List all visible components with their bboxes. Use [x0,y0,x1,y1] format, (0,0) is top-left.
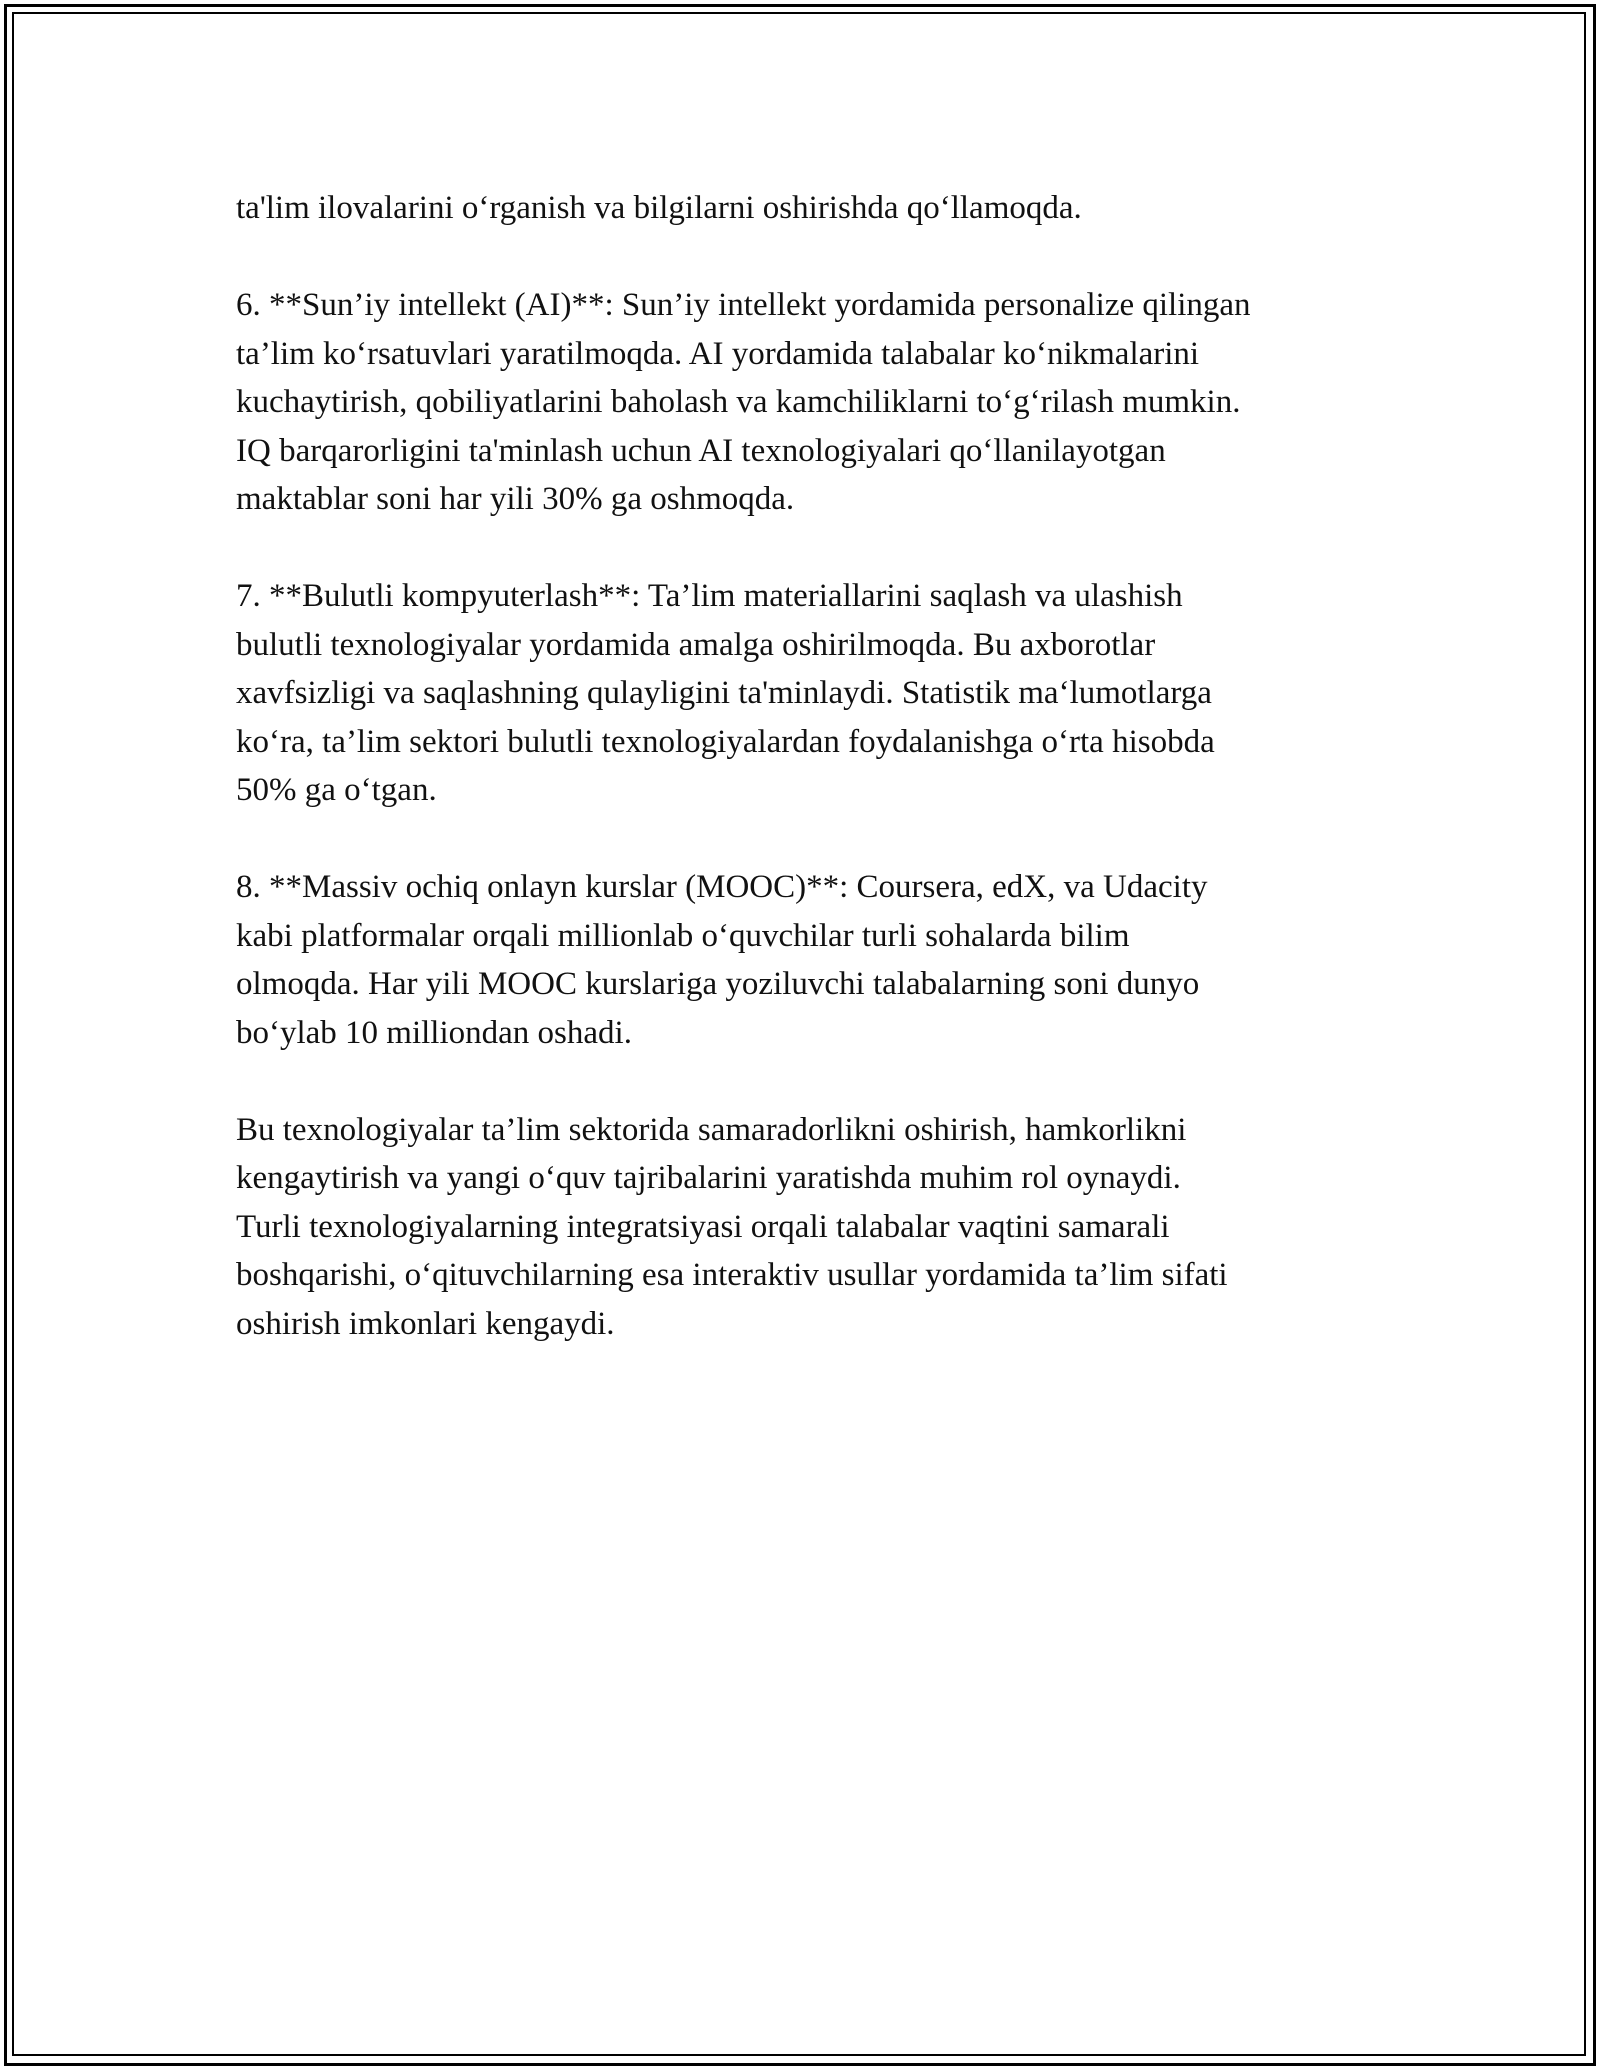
paragraph-item-7-cloud: 7. **Bulutli kompyuterlash**: Ta’lim materiallarini saqlash va ulashish bulutli texnologiyalar yordamida amalga oshirilmoqda. Bu axborotlar xavfsizligi va saqlashning qulayligini ta'minlaydi. Statistik ma‘lumotlarga ko‘ra, ta’lim sektori bulutli texnologiyalardan foydalanishga o‘rta hisobda 50% ga o‘tgan. [236,578,1215,808]
paragraph-conclusion: Bu texnologiyalar ta’lim sektorida samaradorlikni oshirish, hamkorlikni kengaytirish va yangi o‘quv tajribalarini yaratishda muhim rol oynaydi. Turli texnologiyalarning integratsiyasi orqali talabalar vaqtini samarali boshqarishi, o‘qituvchilarning esa interaktiv usullar yordamida ta’lim sifati oshirish imkonlari kengaydi. [236,1111,1228,1342]
document-body [236,184,1386,1397]
paragraph-continuation: ta'lim ilovalarini o‘rganish va bilgilarni oshirishda qo‘llamoqda. [236,190,1082,226]
paragraph-item-6-ai: 6. **Sun’iy intellekt (AI)**: Sun’iy intellekt yordamida personalize qilingan ta’lim ko‘rsatuvlari yaratilmoqda. AI yordamida talabalar ko‘nikmalarini kuchaytirish, qobiliyatlarini baholash va kamchiliklarni to‘g‘rilash mumkin. IQ barqarorligini ta'minlash uchun AI texnologiyalari qo‘llanilayotgan maktablar soni har yili 30% ga oshmoqda. [236,287,1251,517]
paragraph-item-8-mooc: 8. **Massiv ochiq onlayn kurslar (MOOC)**: Coursera, edX, va Udacity kabi platformalar orqali millionlab o‘quvchilar turli sohalarda bilim olmoqda. Har yili MOOC kurslariga yoziluvchi talabalarning soni dunyo bo‘ylab 10 milliondan oshadi. [236,869,1208,1051]
